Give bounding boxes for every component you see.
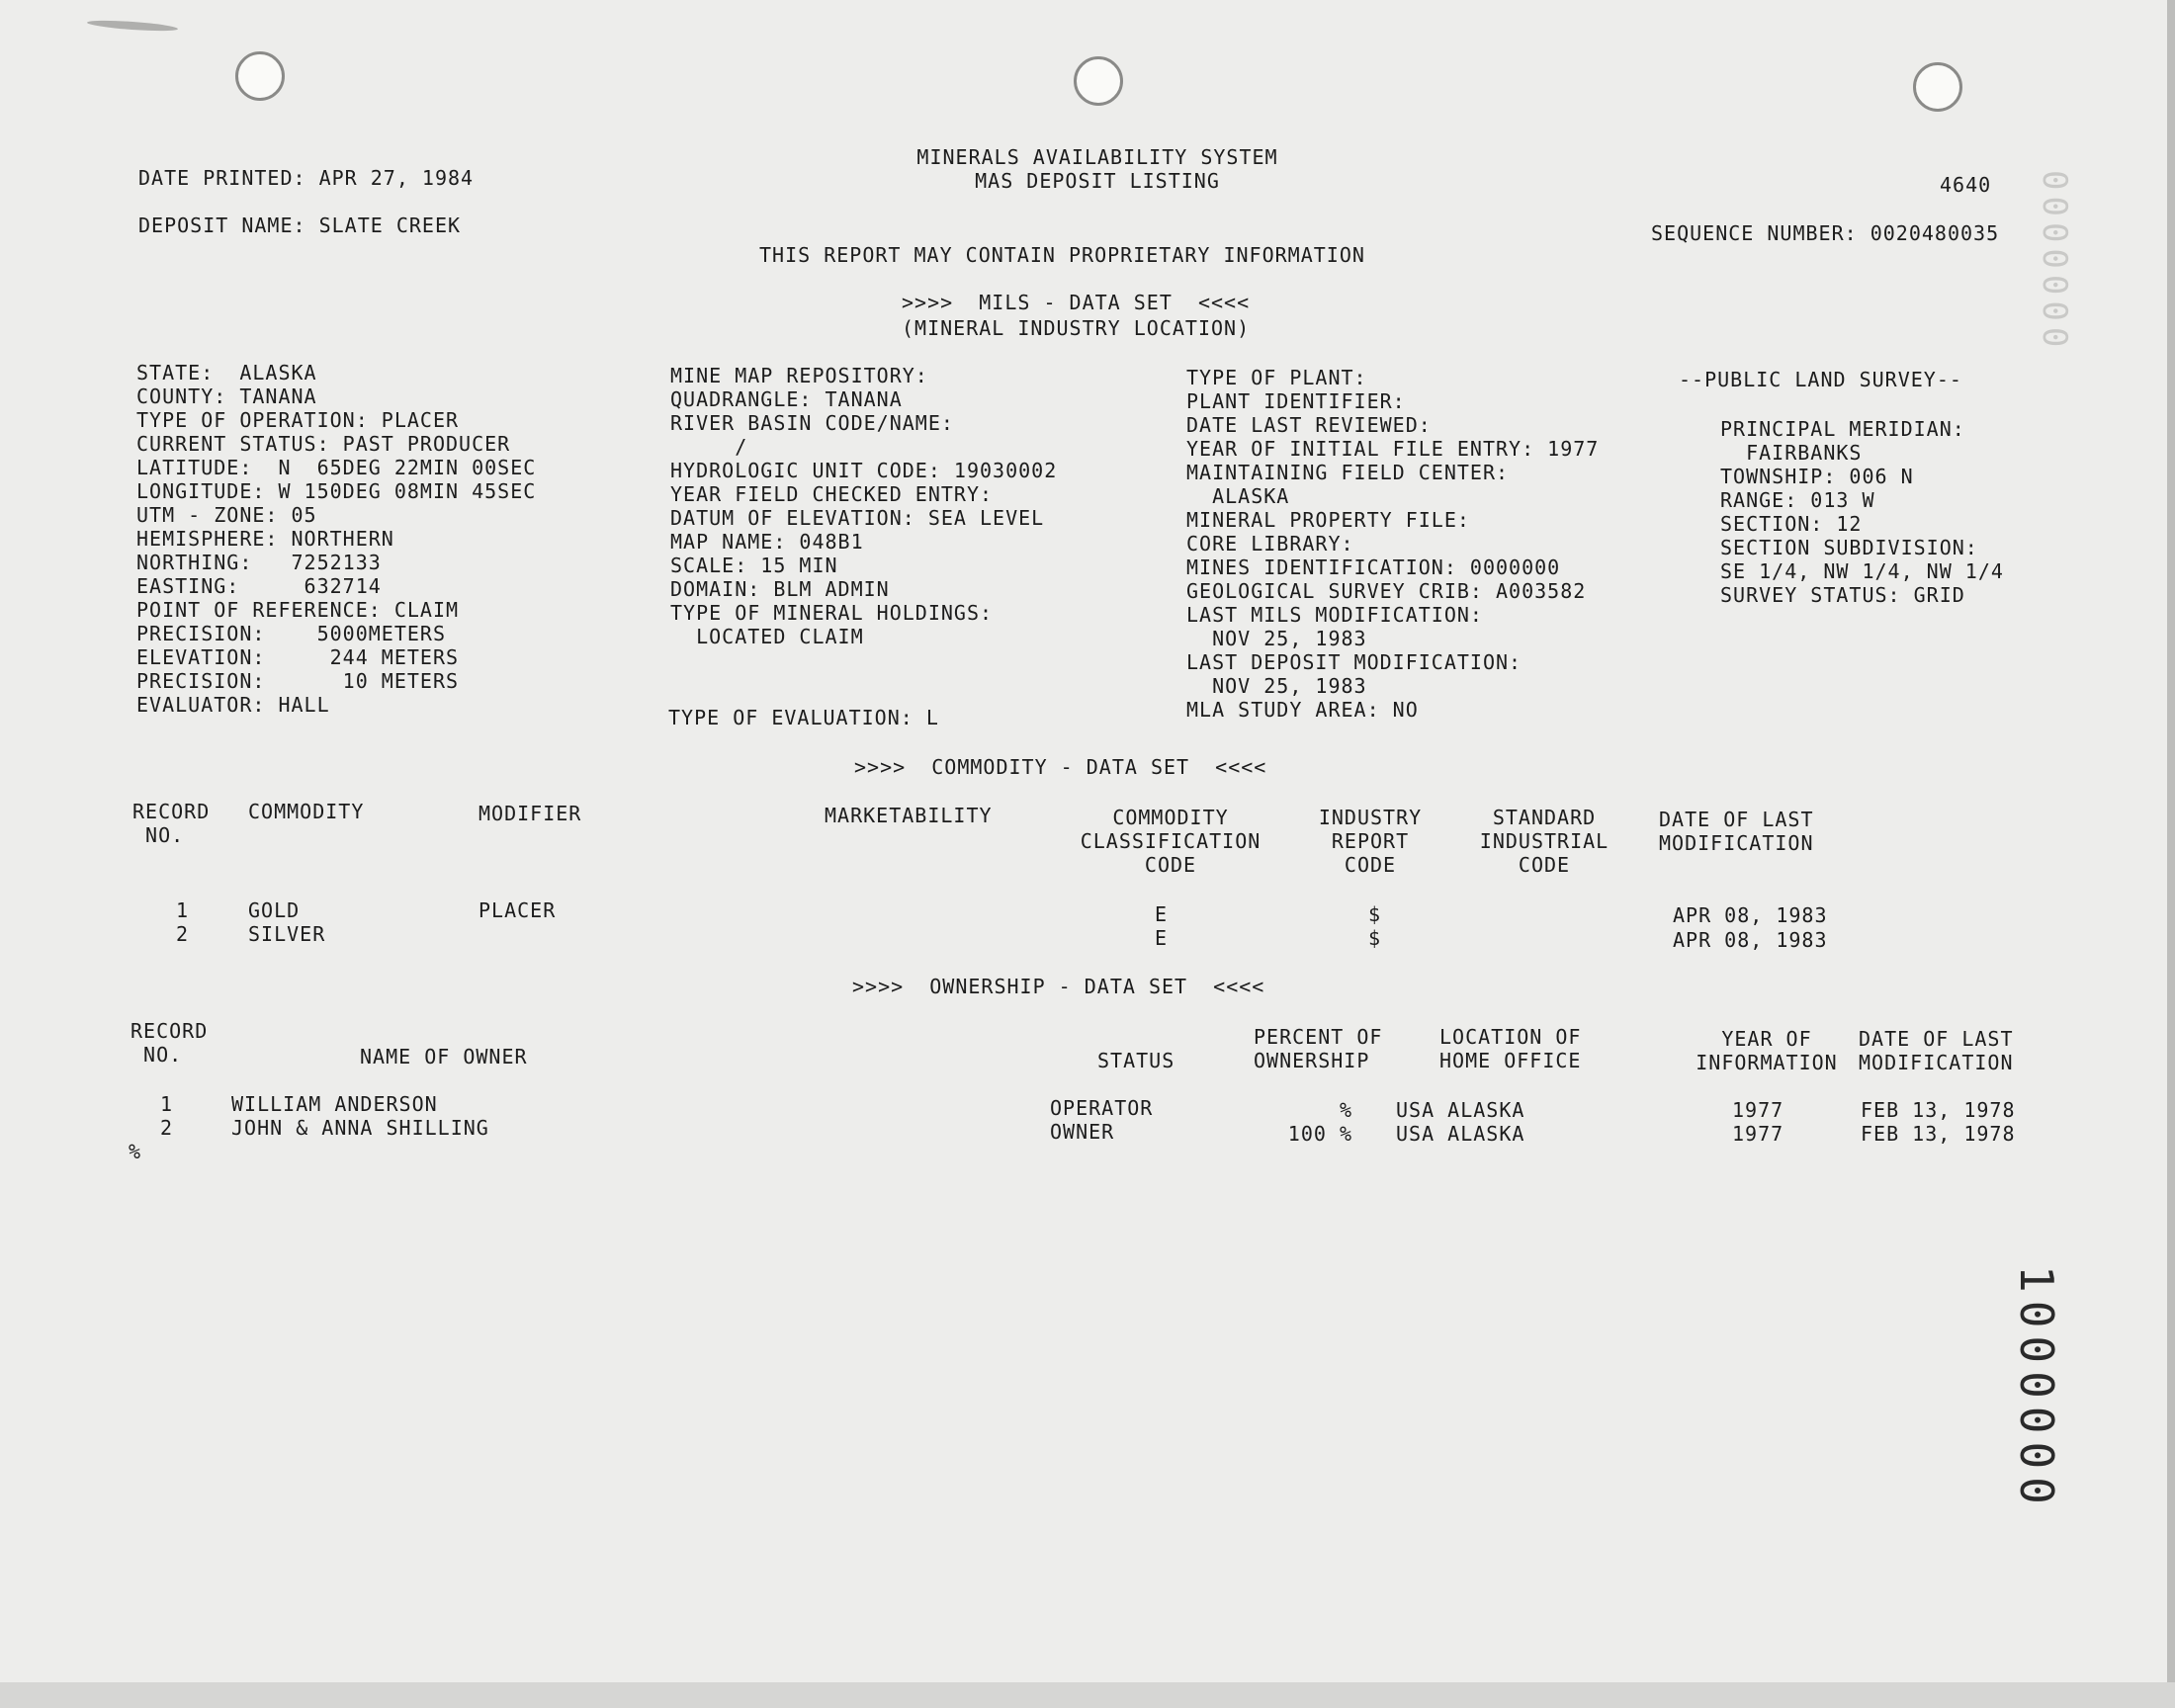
mils-field: / — [670, 435, 748, 459]
survey-field: FAIRBANKS — [1720, 441, 1863, 465]
mils-field: LONGITUDE: W 150DEG 08MIN 45SEC — [136, 479, 537, 503]
mils-field: HYDROLOGIC UNIT CODE: 19030002 — [670, 459, 1058, 482]
system-title: MINERALS AVAILABILITY SYSTEM — [916, 145, 1278, 169]
ownership-header-percent: PERCENT OF OWNERSHIP — [1254, 1025, 1383, 1072]
commodity-record-no: 2 — [176, 922, 190, 946]
ownership-header-name: NAME OF OWNER — [360, 1045, 528, 1068]
commodity-header-standard: STANDARD INDUSTRIAL CODE — [1479, 806, 1610, 877]
public-land-survey-column — [1720, 417, 2004, 607]
mils-field: NOV 25, 1983 — [1186, 627, 1367, 650]
mils-heading: >>>> MILS - DATA SET <<<< — [902, 291, 1251, 314]
mils-field: LAST DEPOSIT MODIFICATION: — [1186, 650, 1522, 674]
type-of-evaluation: TYPE OF EVALUATION: L — [668, 706, 939, 729]
commodity-header-classification: COMMODITY CLASSIFICATION CODE — [1080, 806, 1262, 877]
mils-field: COUNTY: TANANA — [136, 384, 317, 408]
owner-percent: 100 % — [1287, 1122, 1352, 1146]
margin-stamp-number: 1000000 — [2010, 1265, 2063, 1512]
mils-field: LOCATED CLAIM — [670, 625, 864, 648]
mils-field: TYPE OF OPERATION: PLACER — [136, 408, 460, 432]
mils-subheading: (MINERAL INDUSTRY LOCATION) — [902, 316, 1251, 340]
commodity-header-modifier: MODIFIER — [478, 802, 582, 825]
owner-date: FEB 13, 1978 — [1861, 1122, 2016, 1146]
ownership-header-status: STATUS — [1097, 1049, 1175, 1072]
page-edge-shadow — [2167, 0, 2175, 1708]
mils-field: MINERAL PROPERTY FILE: — [1186, 508, 1470, 532]
owner-name: WILLIAM ANDERSON — [231, 1092, 438, 1116]
mils-field: STATE: ALASKA — [136, 361, 317, 384]
commodity-modifier: PLACER — [478, 898, 557, 922]
survey-field: SE 1/4, NW 1/4, NW 1/4 — [1720, 559, 2004, 583]
mils-field: PRECISION: 10 METERS — [136, 669, 460, 693]
mils-field: QUADRANGLE: TANANA — [670, 387, 903, 411]
mils-field: ELEVATION: 244 METERS — [136, 645, 460, 669]
commodity-class-code: E — [1155, 902, 1169, 926]
survey-field: TOWNSHIP: 006 N — [1720, 465, 1914, 488]
punch-hole-left — [235, 51, 285, 101]
mils-field: ALASKA — [1186, 484, 1290, 508]
mils-field: CORE LIBRARY: — [1186, 532, 1354, 555]
mils-field: POINT OF REFERENCE: CLAIM — [136, 598, 460, 622]
mils-admin-column — [1186, 366, 1599, 722]
owner-percent: % — [1339, 1098, 1352, 1122]
mils-field: EVALUATOR: HALL — [136, 693, 330, 717]
survey-field: SECTION SUBDIVISION: — [1720, 536, 1978, 559]
mils-map-column — [670, 364, 1057, 648]
survey-field: RANGE: 013 W — [1720, 488, 1875, 512]
mils-field: TYPE OF PLANT: — [1186, 366, 1367, 389]
mils-field: CURRENT STATUS: PAST PRODUCER — [136, 432, 511, 456]
punch-hole-center — [1074, 56, 1123, 106]
survey-field: PRINCIPAL MERIDIAN: — [1720, 417, 1965, 441]
mils-field: UTM - ZONE: 05 — [136, 503, 317, 527]
mils-field: DOMAIN: BLM ADMIN — [670, 577, 890, 601]
owner-name: JOHN & ANNA SHILLING — [231, 1116, 489, 1140]
owner-location: USA ALASKA — [1396, 1098, 1525, 1122]
commodity-record-no: 1 — [176, 898, 190, 922]
listing-title: MAS DEPOSIT LISTING — [975, 169, 1220, 193]
mils-field: LAST MILS MODIFICATION: — [1186, 603, 1483, 627]
mils-field: MINE MAP REPOSITORY: — [670, 364, 928, 387]
owner-status: OWNER — [1050, 1120, 1115, 1144]
mils-field: DATUM OF ELEVATION: SEA LEVEL — [670, 506, 1045, 530]
margin-faint-number: 0000000 — [2035, 170, 2074, 354]
commodity-header-industry: INDUSTRY REPORT CODE — [1318, 806, 1423, 877]
proprietary-notice: THIS REPORT MAY CONTAIN PROPRIETARY INFORMATION — [759, 243, 1365, 267]
commodity-industry-code: $ — [1368, 902, 1382, 926]
mils-field: RIVER BASIN CODE/NAME: — [670, 411, 954, 435]
mils-field: DATE LAST REVIEWED: — [1186, 413, 1432, 437]
ownership-header-year: YEAR OF INFORMATION — [1696, 1027, 1838, 1074]
owner-record-no: 1 — [160, 1092, 174, 1116]
mils-field: MINES IDENTIFICATION: 0000000 — [1186, 555, 1561, 579]
survey-field: SECTION: 12 — [1720, 512, 1863, 536]
mils-field: PLANT IDENTIFIER: — [1186, 389, 1406, 413]
mils-field: TYPE OF MINERAL HOLDINGS: — [670, 601, 994, 625]
commodity-header-commodity: COMMODITY — [248, 800, 365, 823]
sequence-number: SEQUENCE NUMBER: 0020480035 — [1651, 221, 2000, 245]
owner-year: 1977 — [1732, 1122, 1784, 1146]
commodity-industry-code: $ — [1368, 926, 1382, 950]
owner-location: USA ALASKA — [1396, 1122, 1525, 1146]
punch-hole-right — [1913, 62, 1962, 112]
commodity-date: APR 08, 1983 — [1673, 903, 1828, 927]
commodity-header-date: DATE OF LAST MODIFICATION — [1659, 808, 1814, 855]
mils-field: SCALE: 15 MIN — [670, 554, 838, 577]
mils-field: NOV 25, 1983 — [1186, 674, 1367, 698]
mils-field: YEAR FIELD CHECKED ENTRY: — [670, 482, 994, 506]
mils-location-column — [136, 361, 536, 717]
ownership-header-record: RECORD NO. — [130, 1019, 209, 1067]
commodity-date: APR 08, 1983 — [1673, 928, 1828, 952]
ownership-heading: >>>> OWNERSHIP - DATA SET <<<< — [852, 975, 1265, 998]
commodity-name: SILVER — [248, 922, 326, 946]
owner-year: 1977 — [1732, 1098, 1784, 1122]
owner-date: FEB 13, 1978 — [1861, 1098, 2016, 1122]
commodity-name: GOLD — [248, 898, 301, 922]
owner-record-no: 2 — [160, 1116, 174, 1140]
mils-field: PRECISION: 5000METERS — [136, 622, 446, 645]
commodity-class-code: E — [1155, 926, 1169, 950]
public-land-survey-heading: --PUBLIC LAND SURVEY-- — [1679, 368, 1962, 391]
owner-status: OPERATOR — [1050, 1096, 1154, 1120]
page-number: 4640 — [1940, 173, 1992, 197]
date-printed: DATE PRINTED: APR 27, 1984 — [138, 166, 475, 190]
mils-field: HEMISPHERE: NORTHERN — [136, 527, 394, 551]
mils-field: EASTING: 632714 — [136, 574, 382, 598]
mils-field: MAINTAINING FIELD CENTER: — [1186, 461, 1510, 484]
page-bottom-edge — [0, 1682, 2175, 1708]
ownership-header-location: LOCATION OF HOME OFFICE — [1439, 1025, 1582, 1072]
mils-field: NORTHING: 7252133 — [136, 551, 382, 574]
ownership-header-date: DATE OF LAST MODIFICATION — [1859, 1027, 2014, 1074]
mils-field: GEOLOGICAL SURVEY CRIB: A003582 — [1186, 579, 1587, 603]
mils-field: YEAR OF INITIAL FILE ENTRY: 1977 — [1186, 437, 1600, 461]
commodity-heading: >>>> COMMODITY - DATA SET <<<< — [854, 755, 1267, 779]
mils-field: LATITUDE: N 65DEG 22MIN 00SEC — [136, 456, 537, 479]
mils-field: MLA STUDY AREA: NO — [1186, 698, 1419, 722]
survey-field: SURVEY STATUS: GRID — [1720, 583, 1965, 607]
deposit-name: DEPOSIT NAME: SLATE CREEK — [138, 214, 462, 237]
commodity-header-marketability: MARKETABILITY — [825, 804, 993, 827]
commodity-header-record: RECORD NO. — [132, 800, 211, 847]
ink-smudge — [87, 19, 178, 33]
mils-field: MAP NAME: 048B1 — [670, 530, 864, 554]
trailing-percent-mark: % — [129, 1140, 142, 1163]
